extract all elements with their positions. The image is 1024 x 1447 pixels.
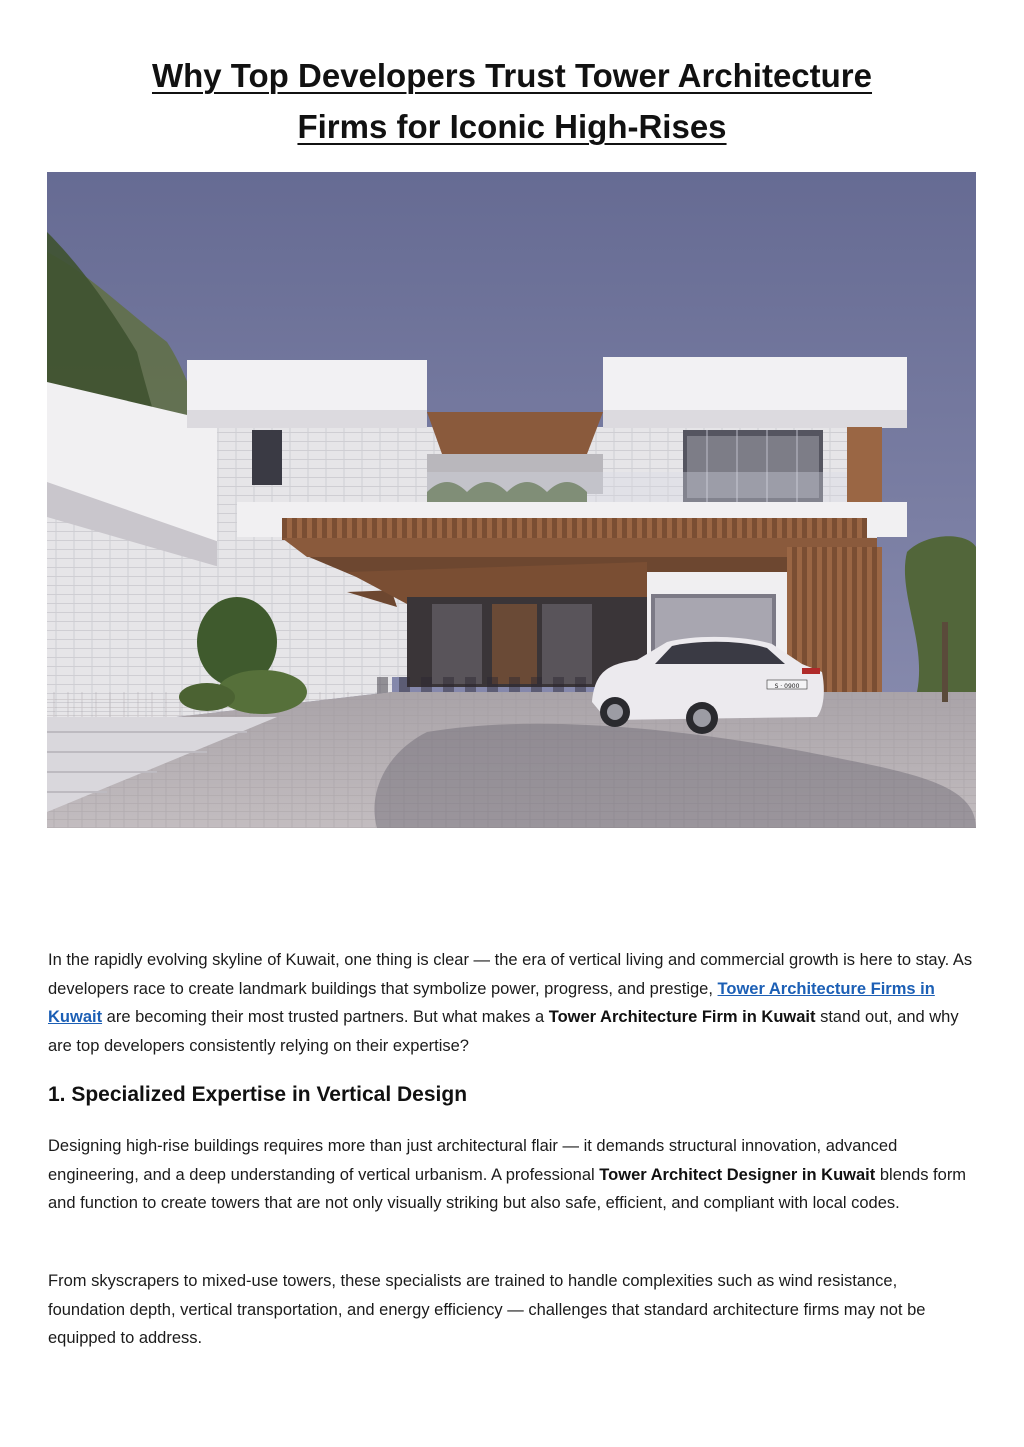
right-wood-panel-upper <box>847 427 882 507</box>
intro-paragraph: In the rapidly evolving skyline of Kuwait, one thing is clear — the era of vertical living and commercial growth is here to stay. As developers race to create landmark buildings that symbolize power, progress, and prestige, Tower Architecture Firms in Kuwait are becoming their most trusted partners. But what makes a Tower Architecture Firm in Kuwait stand out, and why are top developers consistently relying on their expertise? <box>48 951 973 1055</box>
villa-rendering <box>47 172 976 828</box>
section-1-paragraph-1: Designing high-rise buildings requires more than just architectural flair — it demands structural innovation, advanced engineering, and a deep understanding of vertical urbanism. A professional Tower Architect Designer in Kuwait blends form and function to create towers that are not only visually striking but also safe, efficient, and compliant with local codes. <box>48 1137 967 1213</box>
pergola-slats <box>282 518 867 540</box>
upper-window-left <box>252 430 282 485</box>
section-1-paragraph-2: From skyscrapers to mixed-use towers, these specialists are trained to handle complexities such as wind resistance, foundation depth, vertical transportation, and energy efficiency — challenges that standard architecture firms may not be equipped to address. <box>48 1272 926 1348</box>
page-title <box>60 50 964 152</box>
section-1-heading: 1. Specialized Expertise in Vertical Design <box>48 1083 468 1106</box>
upper-right-volume <box>603 357 907 413</box>
hero-image <box>47 172 976 828</box>
intro-bold-term: Tower Architecture Firm in Kuwait <box>548 1008 816 1027</box>
title-line-2: Firms for Iconic High-Rises <box>297 108 727 145</box>
section-1-bold-term: Tower Architect Designer in Kuwait <box>599 1165 876 1184</box>
tower-architecture-firms-link[interactable]: Tower Architecture Firms in Kuwait <box>48 979 935 1027</box>
title-line-1: Why Top Developers Trust Tower Architecture <box>151 57 873 94</box>
central-wood-soffit <box>427 412 603 454</box>
license-plate: S · 0900 <box>774 683 800 690</box>
